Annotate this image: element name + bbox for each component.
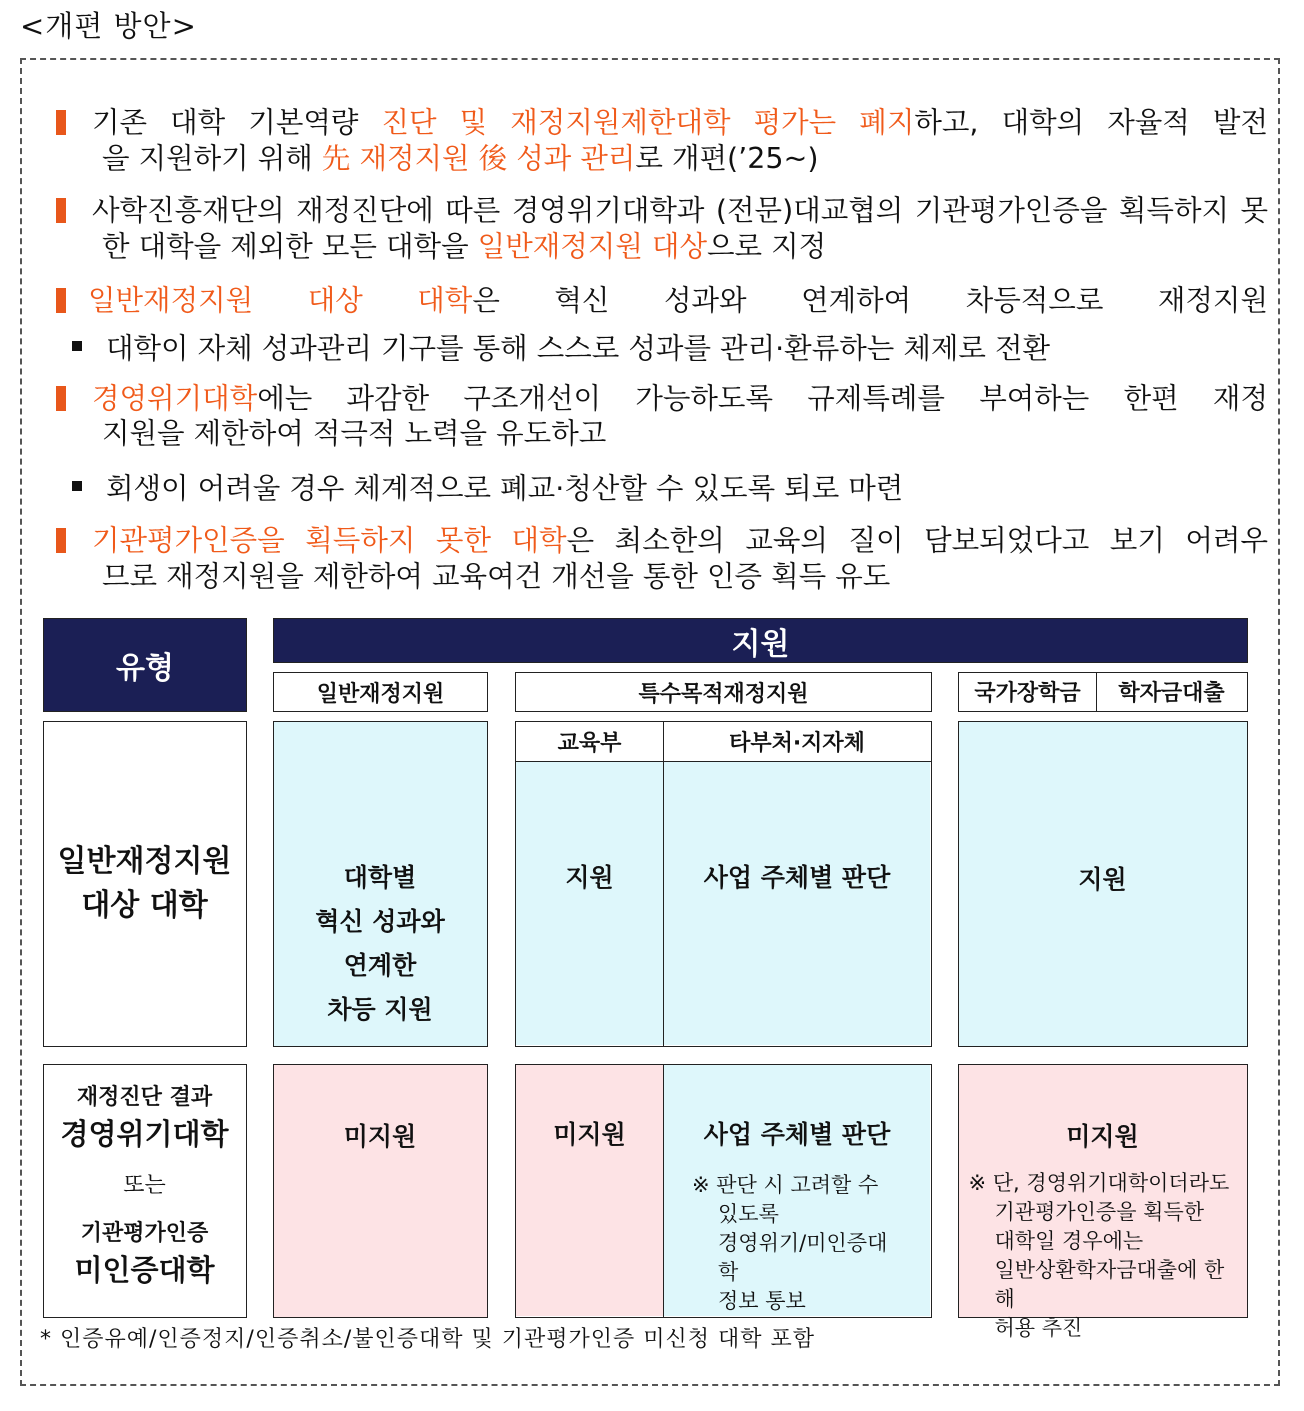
text: 사학진흥재단의 재정진단에 따른 경영위기대학과 (전문)대교협의 기관평가인증을 획득하지 못 [92,194,1268,227]
bullet-paragraph-3 [52,283,1268,319]
note-line: ※ 단, 경영위기대학이더라도 [968,1171,1230,1195]
support-header: 지원 [273,618,1248,663]
row1-general-line: 차등 지원 [327,995,433,1024]
note-line: 허용 추진 [994,1316,1083,1340]
text: 에는 과감한 구조개선이 가능하도록 규제특례를 부여하는 한편 재정 [257,382,1268,415]
note-line: 정보 통보 [718,1289,806,1313]
square-bullet-icon [72,341,82,351]
row1-special-cell [515,721,932,1047]
row2-general-cell [273,1064,488,1318]
row2-label-big2: 미인증대학 [74,1253,215,1287]
bullet-paragraph-1 [52,105,1268,141]
row2-label-small1: 재정진단 결과 [76,1085,213,1110]
highlight-text: 진단 및 재정지원제한대학 평가는 폐지 [381,106,915,139]
square-bullet-icon [72,481,82,491]
col-scholarship-loan-header [958,672,1248,712]
highlight-text: 기관평가인증을 획득하지 못한 대학 [92,524,567,557]
col-special-header: 특수목적재정지원 [515,672,932,712]
text: 으로 지정 [706,230,827,263]
note-line: ※ 판단 시 고려할 수 [692,1173,879,1197]
section-title: <개편 방안> [20,9,197,43]
sub-moe-header: 교육부 [557,731,622,756]
row2-other-cell [664,1065,930,1316]
note-line: 경영위기/미인증대학 [718,1231,888,1284]
row1-scholarship-cell [958,721,1248,1047]
highlight-text: 경영위기대학 [92,382,258,415]
text: 지원을 제한하여 적극적 노력을 유도하고 [102,417,607,450]
bullet-paragraph-2 [52,193,1268,229]
row2-scholarship-value: 미지원 [1066,1122,1139,1151]
bullet-paragraph-4-cont [52,416,1268,452]
row1-general-line: 혁신 성과와 [315,907,445,936]
text: 은 최소한의 교육의 질이 담보되었다고 보기 어려우 [566,524,1268,557]
highlight-text: 일반재정지원 대상 [477,230,707,263]
orange-bullet-icon [56,198,66,223]
note-line: 일반상환학자금대출에 한해 [994,1258,1225,1311]
text: 은 혁신 성과와 연계하여 차등적으로 재정지원 [472,284,1268,317]
row2-moe-value: 미지원 [516,1065,663,1316]
sub-other-header: 타부처·지자체 [729,731,865,756]
row1-general-cell [273,721,488,1047]
row2-label-small2: 기관평가인증 [80,1221,209,1246]
row2-special-cell [515,1064,932,1318]
bullet-paragraph-5 [52,523,1268,559]
col-general-header: 일반재정지원 [273,672,488,712]
col-scholarship-header: 국가장학금 [974,681,1081,706]
text: 대학이 자체 성과관리 기구를 통해 스스로 성과를 관리·환류하는 체제로 전환 [106,332,1051,365]
sub-bullet-2 [72,471,1082,507]
text: 을 지원하기 위해 [102,142,322,175]
row1-moe-value: 지원 [516,762,663,1045]
orange-bullet-icon [56,528,66,553]
row2-scholarship-cell [958,1064,1248,1340]
bullet-paragraph-2-cont [52,229,1268,265]
row1-general-line: 연계한 [343,951,417,980]
row1-scholarship-value: 지원 [1078,865,1127,894]
col-loan-header: 학자금대출 [1118,681,1225,706]
text: 기존 대학 기본역량 [92,106,382,139]
row2-label-big1: 경영위기대학 [60,1117,229,1151]
note-line: 대학일 경우에는 [994,1229,1144,1253]
highlight-text: 일반재정지원 대상 대학 [88,284,473,317]
row1-general-line: 대학별 [343,863,417,892]
row2-label-or: 또는 [123,1173,166,1198]
row1-other-value: 사업 주체별 판단 [664,762,930,1045]
orange-bullet-icon [56,110,66,135]
text: 하고, 대학의 자율적 발전 [914,106,1268,139]
bullet-paragraph-4 [52,381,1268,417]
row1-label-line1: 일반재정지원 [57,843,232,879]
bullet-paragraph-1-cont [52,141,1268,177]
text: 로 개편(’25~) [635,142,819,175]
text: 므로 재정지원을 제한하여 교육여건 개선을 통한 인증 획득 유도 [102,560,891,593]
highlight-text: 先 재정지원 後 성과 관리 [321,142,636,175]
type-header: 유형 [43,618,247,712]
row2-other-note [692,1171,902,1316]
footnote: * 인증유예/인증정지/인증취소/불인증대학 및 기관평가인증 미신청 대학 포함 [40,1327,816,1352]
row1-type-cell [43,721,247,1047]
row2-general-value: 미지원 [343,1122,417,1151]
text: 한 대학을 제외한 모든 대학을 [102,230,478,263]
row2-scholarship-note [969,1169,1237,1343]
orange-bullet-icon [56,386,66,411]
note-line: 기관평가인증을 획득한 [994,1200,1205,1224]
row1-label-line2: 대상 대학 [81,887,208,923]
row2-type-cell [43,1064,247,1318]
orange-bullet-icon [56,288,66,313]
sub-bullet-1 [72,331,1082,367]
note-line: 있도록 [718,1202,779,1226]
text: 회생이 어려울 경우 체계적으로 폐교·청산할 수 있도록 퇴로 마련 [106,472,904,505]
bullet-paragraph-5-cont [52,559,1268,595]
row2-other-value: 사업 주체별 판단 [703,1120,891,1149]
